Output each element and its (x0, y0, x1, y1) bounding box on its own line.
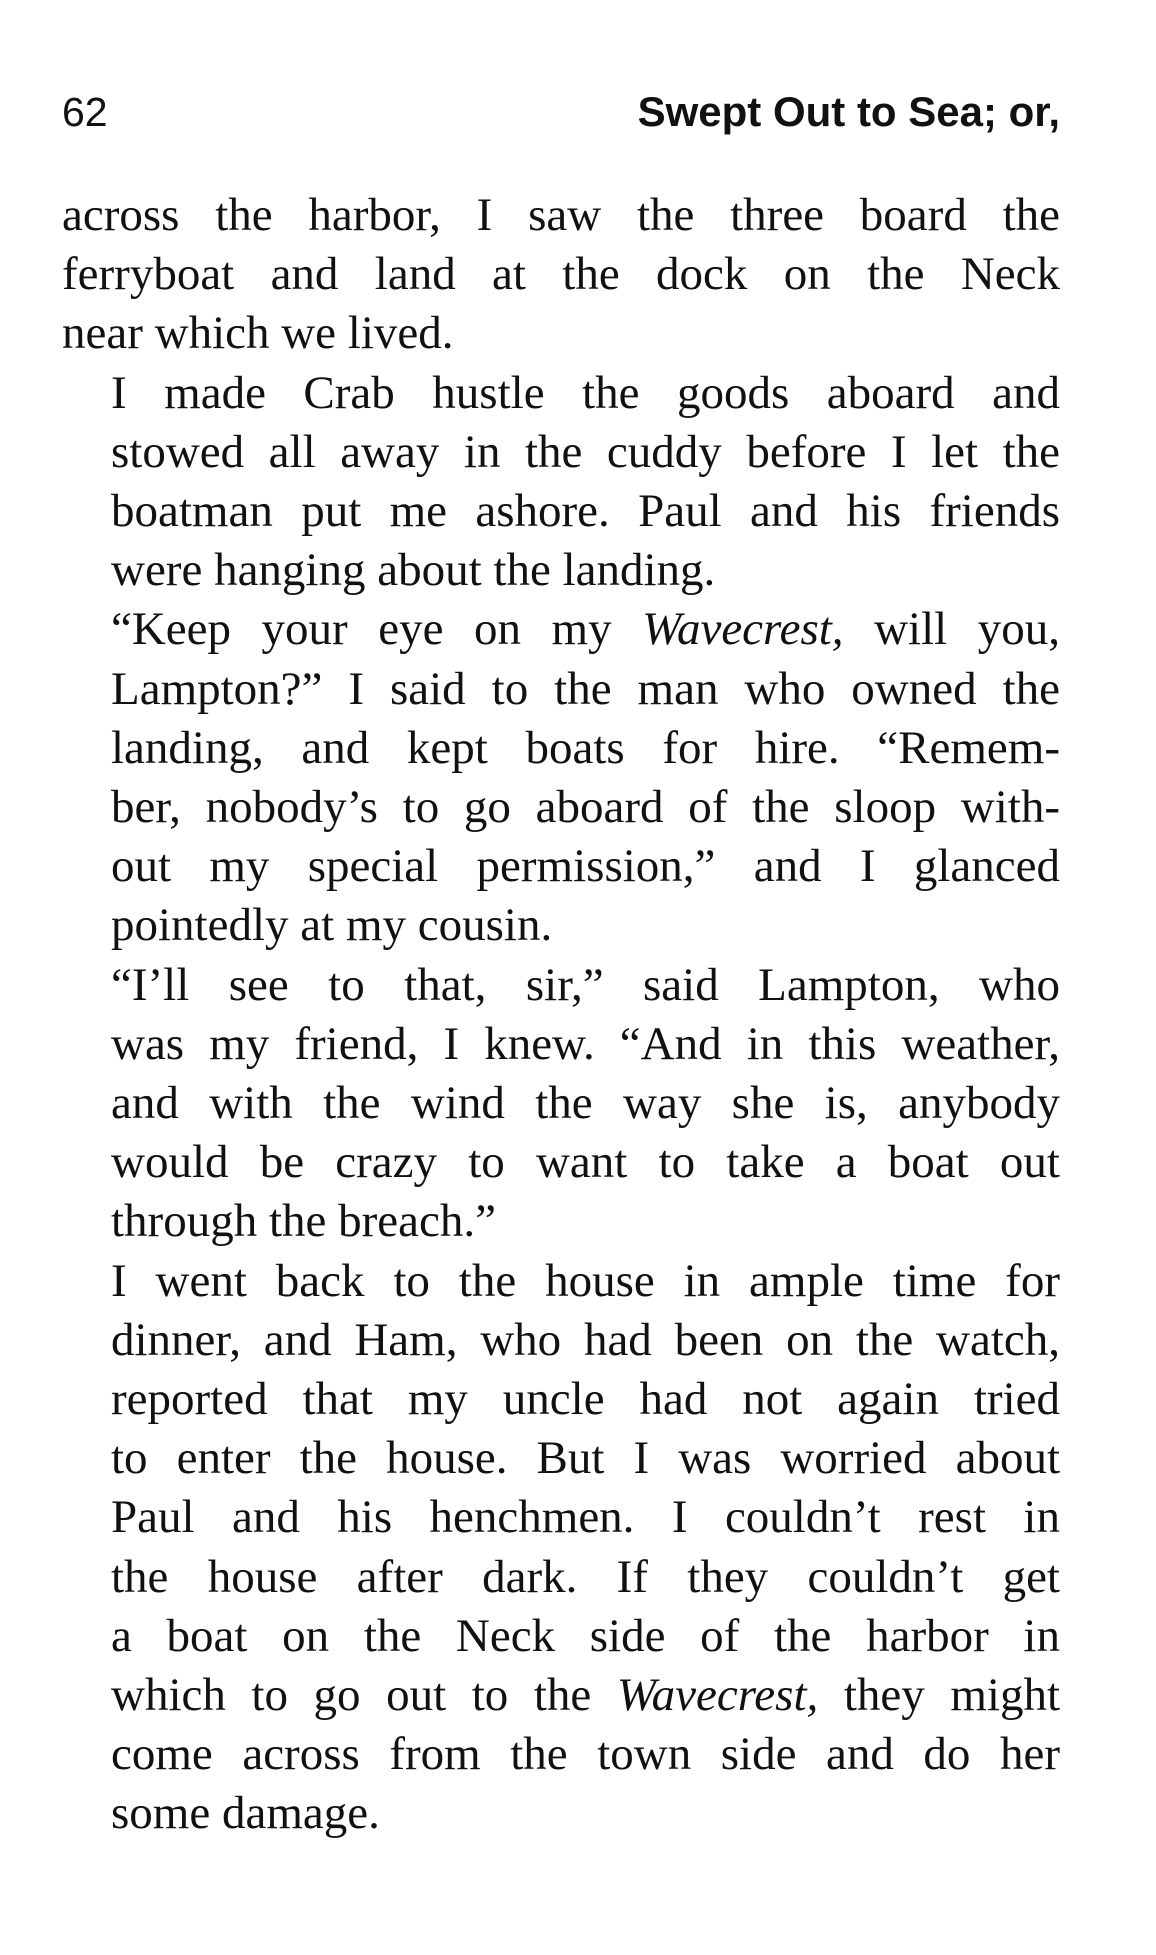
text-line: some damage. (111, 1787, 380, 1840)
text-line: reported that my uncle had not again tried (111, 1373, 1060, 1426)
text-line: ferryboat and land at the dock on the Neck (62, 248, 1060, 301)
text-body (62, 186, 1060, 1844)
paragraph-2 (62, 364, 1060, 601)
text-line: through the breach.” (111, 1195, 496, 1248)
text-line: would be crazy to want to take a boat out (111, 1136, 1060, 1189)
paragraph-3 (62, 600, 1060, 955)
running-title: Swept Out to Sea; or, (637, 88, 1060, 135)
text-line: the house after dark. If they couldn’t get (111, 1550, 1060, 1603)
text-line: Lampton?” I said to the man who owned the (111, 662, 1060, 715)
text-segment: they might (818, 1669, 1060, 1722)
text-segment: will you, (843, 603, 1060, 656)
page-number: 62 (62, 89, 108, 135)
running-head (62, 88, 1060, 148)
text-line: were hanging about the landing. (111, 544, 716, 597)
paragraph-1 (62, 186, 1060, 364)
text-line: Paul and his henchmen. I couldn’t rest in (111, 1491, 1060, 1544)
paragraph-5 (62, 1252, 1060, 1844)
text-line: and with the wind the way she is, anybody (111, 1077, 1060, 1130)
text-line: stowed all away in the cuddy before I let the (111, 425, 1060, 478)
text-segment: which to go out to the (111, 1669, 617, 1722)
text-line: boatman put me ashore. Paul and his friends (111, 485, 1060, 538)
text-line: across the harbor, I saw the three board the (62, 189, 1060, 241)
text-segment: “Keep your eye on my (111, 603, 643, 656)
text-line: “I’ll see to that, sir,” said Lampton, who (111, 958, 1060, 1011)
ship-name: Wavecrest, (642, 603, 844, 656)
text-line: ber, nobody’s to go aboard of the sloop with- (111, 781, 1060, 834)
text-line: pointedly at my cousin. (111, 899, 553, 952)
text-line: I went back to the house in ample time for (111, 1254, 1060, 1307)
text-line: landing, and kept boats for hire. “Remem- (111, 721, 1060, 774)
text-line (62, 1666, 1060, 1725)
text-line: out my special permission,” and I glanced (111, 840, 1060, 893)
text-line: to enter the house. But I was worried about (111, 1432, 1060, 1485)
text-line: come across from the town side and do her (111, 1728, 1060, 1781)
text-line: a boat on the Neck side of the harbor in (111, 1609, 1060, 1662)
text-line: was my friend, I knew. “And in this weather, (111, 1017, 1060, 1070)
text-line: dinner, and Ham, who had been on the watch, (111, 1313, 1060, 1366)
text-line: I made Crab hustle the goods aboard and (111, 366, 1060, 419)
paragraph-4 (62, 956, 1060, 1252)
ship-name: Wavecrest, (616, 1669, 819, 1722)
text-line (62, 600, 1060, 659)
text-line: near which we lived. (62, 307, 454, 360)
